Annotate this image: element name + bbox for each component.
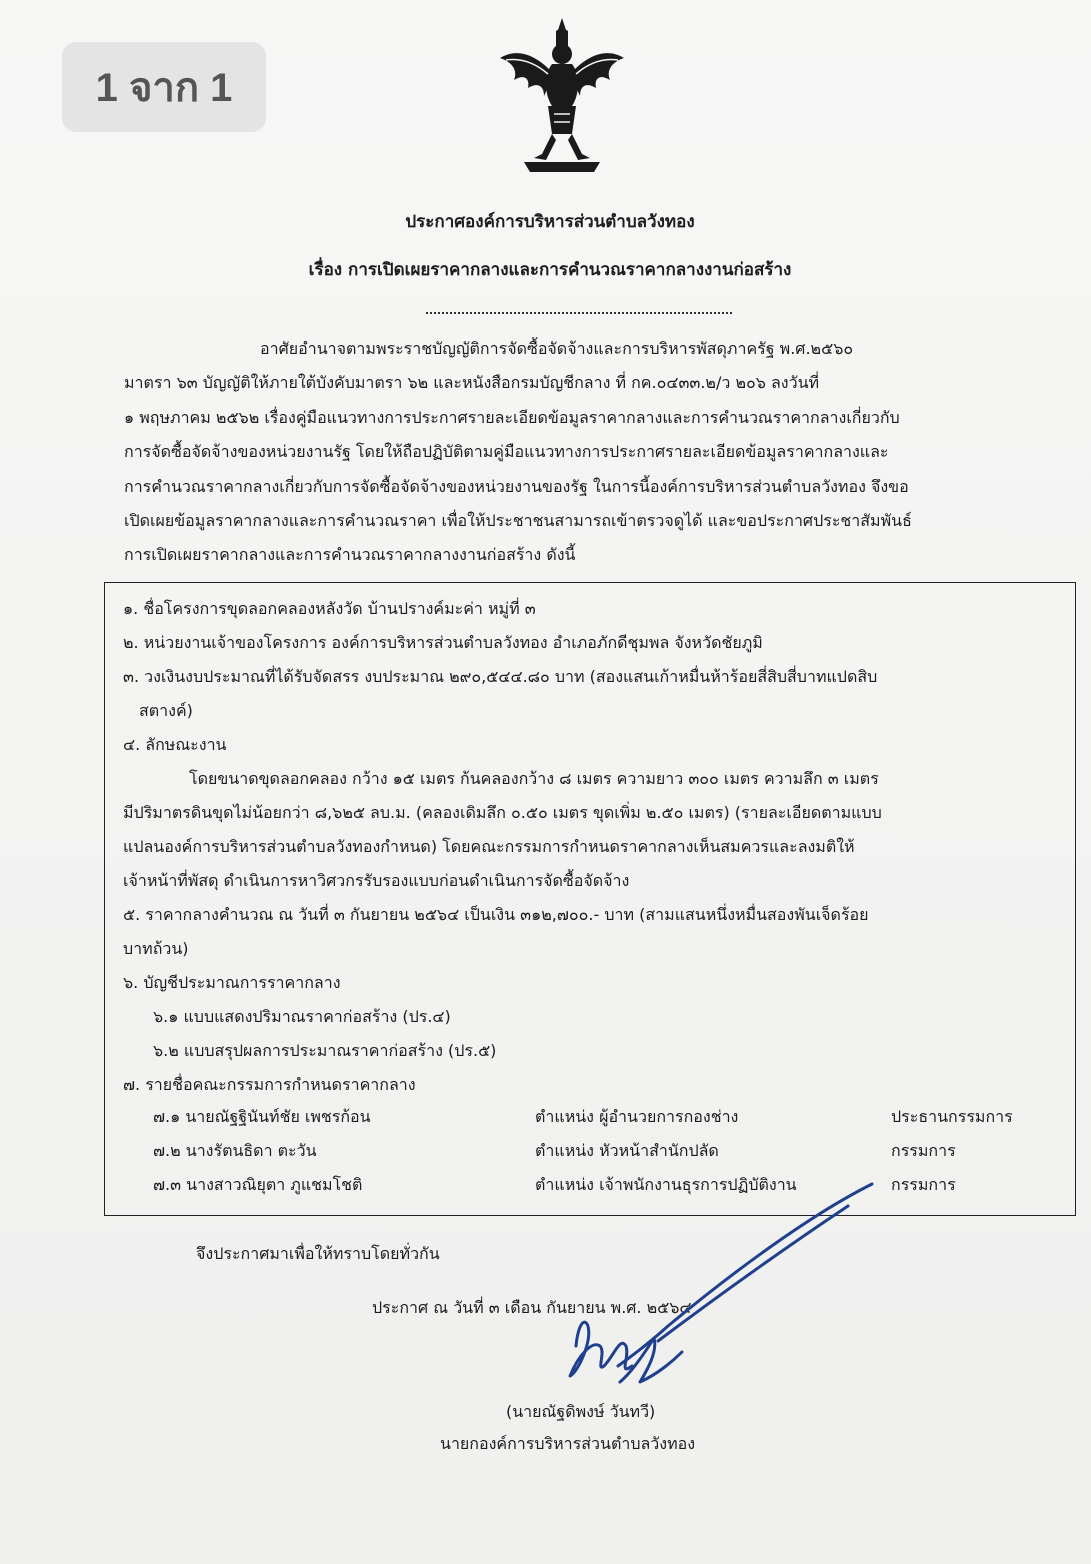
committee-name: ๗.๒ นางรัตนธิดา ตะวัน [153, 1141, 317, 1160]
intro-line: เปิดเผยข้อมูลราคากลางและการคำนวณราคา เพื่อให้ประชาชนสามารถเข้าตรวจดูได้ และขอประกาศประชาสัมพันธ์ [124, 511, 912, 531]
announce-statement: จึงประกาศมาเพื่อให้ทราบโดยทั่วกัน [196, 1244, 440, 1263]
committee-row [105, 1139, 1077, 1169]
announcement-subject: เรื่อง การเปิดเผยราคากลางและการคำนวณราคากลางงานก่อสร้าง [308, 260, 792, 280]
committee-name: ๗.๑ นายณัฐฐินันท์ชัย เพชรก้อน [153, 1107, 371, 1126]
intro-line: การเปิดเผยราคากลางและการคำนวณราคากลางงานก่อสร้าง ดังนี้ [124, 545, 576, 565]
intro-line: มาตรา ๖๓ บัญญัติให้ภายใต้บังคับมาตรา ๖๒ และหนังสือกรมบัญชีกลาง ที่ กค.๐๔๓๓.๒/ว ๒๐๖ ลงวันที่ [124, 373, 820, 393]
item-median-price: ๕. ราคากลางคำนวณ ณ วันที่ ๓ กันยายน ๒๕๖๔ เป็นเงิน ๓๑๒,๗๐๐.- บาท (สามแสนหนึ่งหมื่นสองพันเจ็ดร้อย [123, 905, 869, 924]
announcement-title: ประกาศองค์การบริหารส่วนตำบลวังทอง [405, 212, 695, 232]
item-work-type: ๔. ลักษณะงาน [123, 735, 227, 754]
committee-position: ตำแหน่ง หัวหน้าสำนักปลัด [535, 1141, 719, 1160]
item-budget: ๓. วงเงินงบประมาณที่ได้รับจัดสรร งบประมาณ ๒๙๐,๕๔๔.๘๐ บาท (สองแสนเก้าหมื่นห้าร้อยสี่สิบสี่บาทแปดสิบ [123, 667, 878, 686]
item-estimate-1: ๖.๑ แบบแสดงปริมาณราคาก่อสร้าง (ปร.๔) [153, 1007, 451, 1026]
item-median-price-cont: บาทถ้วน) [123, 939, 189, 958]
intro-paragraph [124, 332, 1036, 573]
announce-date: ประกาศ ณ วันที่ ๓ เดือน กันยายน พ.ศ. ๒๕๖๔ [372, 1298, 692, 1317]
committee-name: ๗.๓ นางสาวณิยุตา ภูแชมโชติ [153, 1175, 363, 1194]
intro-line: การจัดซื้อจัดจ้างของหน่วยงานรัฐ โดยให้ถือปฏิบัติตามคู่มือแนวทางการประกาศรายละเอียดข้อมูลราคากลางและ [124, 442, 889, 462]
committee-position: ตำแหน่ง ผู้อำนวยการกองช่าง [535, 1107, 739, 1126]
item-project-name: ๑. ชื่อโครงการขุดลอกคลองหลังวัด บ้านปรางค์มะค่า หมู่ที่ ๓ [123, 599, 536, 618]
project-details-box [104, 582, 1076, 1216]
intro-line: ๑ พฤษภาคม ๒๕๖๒ เรื่องคู่มือแนวทางการประกาศรายละเอียดข้อมูลราคากลางและการคำนวณราคากลางเกี่ยวกับ [124, 407, 900, 427]
page-indicator: 1 จาก 1 [62, 42, 266, 132]
item-estimate-2: ๖.๒ แบบสรุปผลการประมาณราคาก่อสร้าง (ปร.๕) [153, 1041, 497, 1060]
committee-role: กรรมการ [891, 1141, 956, 1160]
divider [426, 312, 732, 314]
garuda-emblem-icon [494, 14, 630, 180]
committee-position: ตำแหน่ง เจ้าพนักงานธุรการปฏิบัติงาน [535, 1175, 797, 1194]
item-work-desc: แปลนองค์การบริหารส่วนตำบลวังทองกำหนด) โดยคณะกรรมการกำหนดราคากลางเห็นสมควรและลงมติให้ [123, 837, 855, 856]
signer-title: นายกองค์การบริหารส่วนตำบลวังทอง [440, 1434, 696, 1453]
signature-icon [548, 1176, 888, 1406]
item-committee: ๗. รายชื่อคณะกรรมการกำหนดราคากลาง [123, 1075, 416, 1094]
intro-line: การคำนวณราคากลางเกี่ยวกับการจัดซื้อจัดจ้างของหน่วยงานของรัฐ ในการนี้องค์การบริหารส่วนตำบลวังทอง จึงขอ [124, 476, 909, 496]
item-work-desc: เจ้าหน้าที่พัสดุ ดำเนินการหาวิศวกรรับรองแบบก่อนดำเนินการจัดซื้อจัดจ้าง [123, 871, 630, 890]
item-agency: ๒. หน่วยงานเจ้าของโครงการ องค์การบริหารส่วนตำบลวังทอง อำเภอภักดีชุมพล จังหวัดชัยภูมิ [123, 633, 763, 652]
item-work-desc: โดยขนาดขุดลอกคลอง กว้าง ๑๕ เมตร ก้นคลองกว้าง ๘ เมตร ความยาว ๓๐๐ เมตร ความลึก ๓ เมตร [189, 769, 879, 788]
committee-role: กรรมการ [891, 1175, 956, 1194]
intro-line: อาศัยอำนาจตามพระราชบัญญัติการจัดซื้อจัดจ้างและการบริหารพัสดุภาครัฐ พ.ศ.๒๕๖๐ [260, 339, 854, 358]
item-estimate-list: ๖. บัญชีประมาณการราคากลาง [123, 973, 341, 992]
committee-role: ประธานกรรมการ [891, 1107, 1013, 1126]
item-budget-cont: สตางค์) [139, 701, 193, 720]
committee-row [105, 1105, 1077, 1135]
item-work-desc: มีปริมาตรดินขุดไม่น้อยกว่า ๘,๖๒๕ ลบ.ม. (คลองเดิมลึก ๐.๕๐ เมตร ขุดเพิ่ม ๒.๕๐ เมตร) (รายละเอียดตามแบบ [123, 803, 882, 822]
signer-name: (นายณัฐดิพงษ์ วันทวี) [506, 1402, 656, 1421]
